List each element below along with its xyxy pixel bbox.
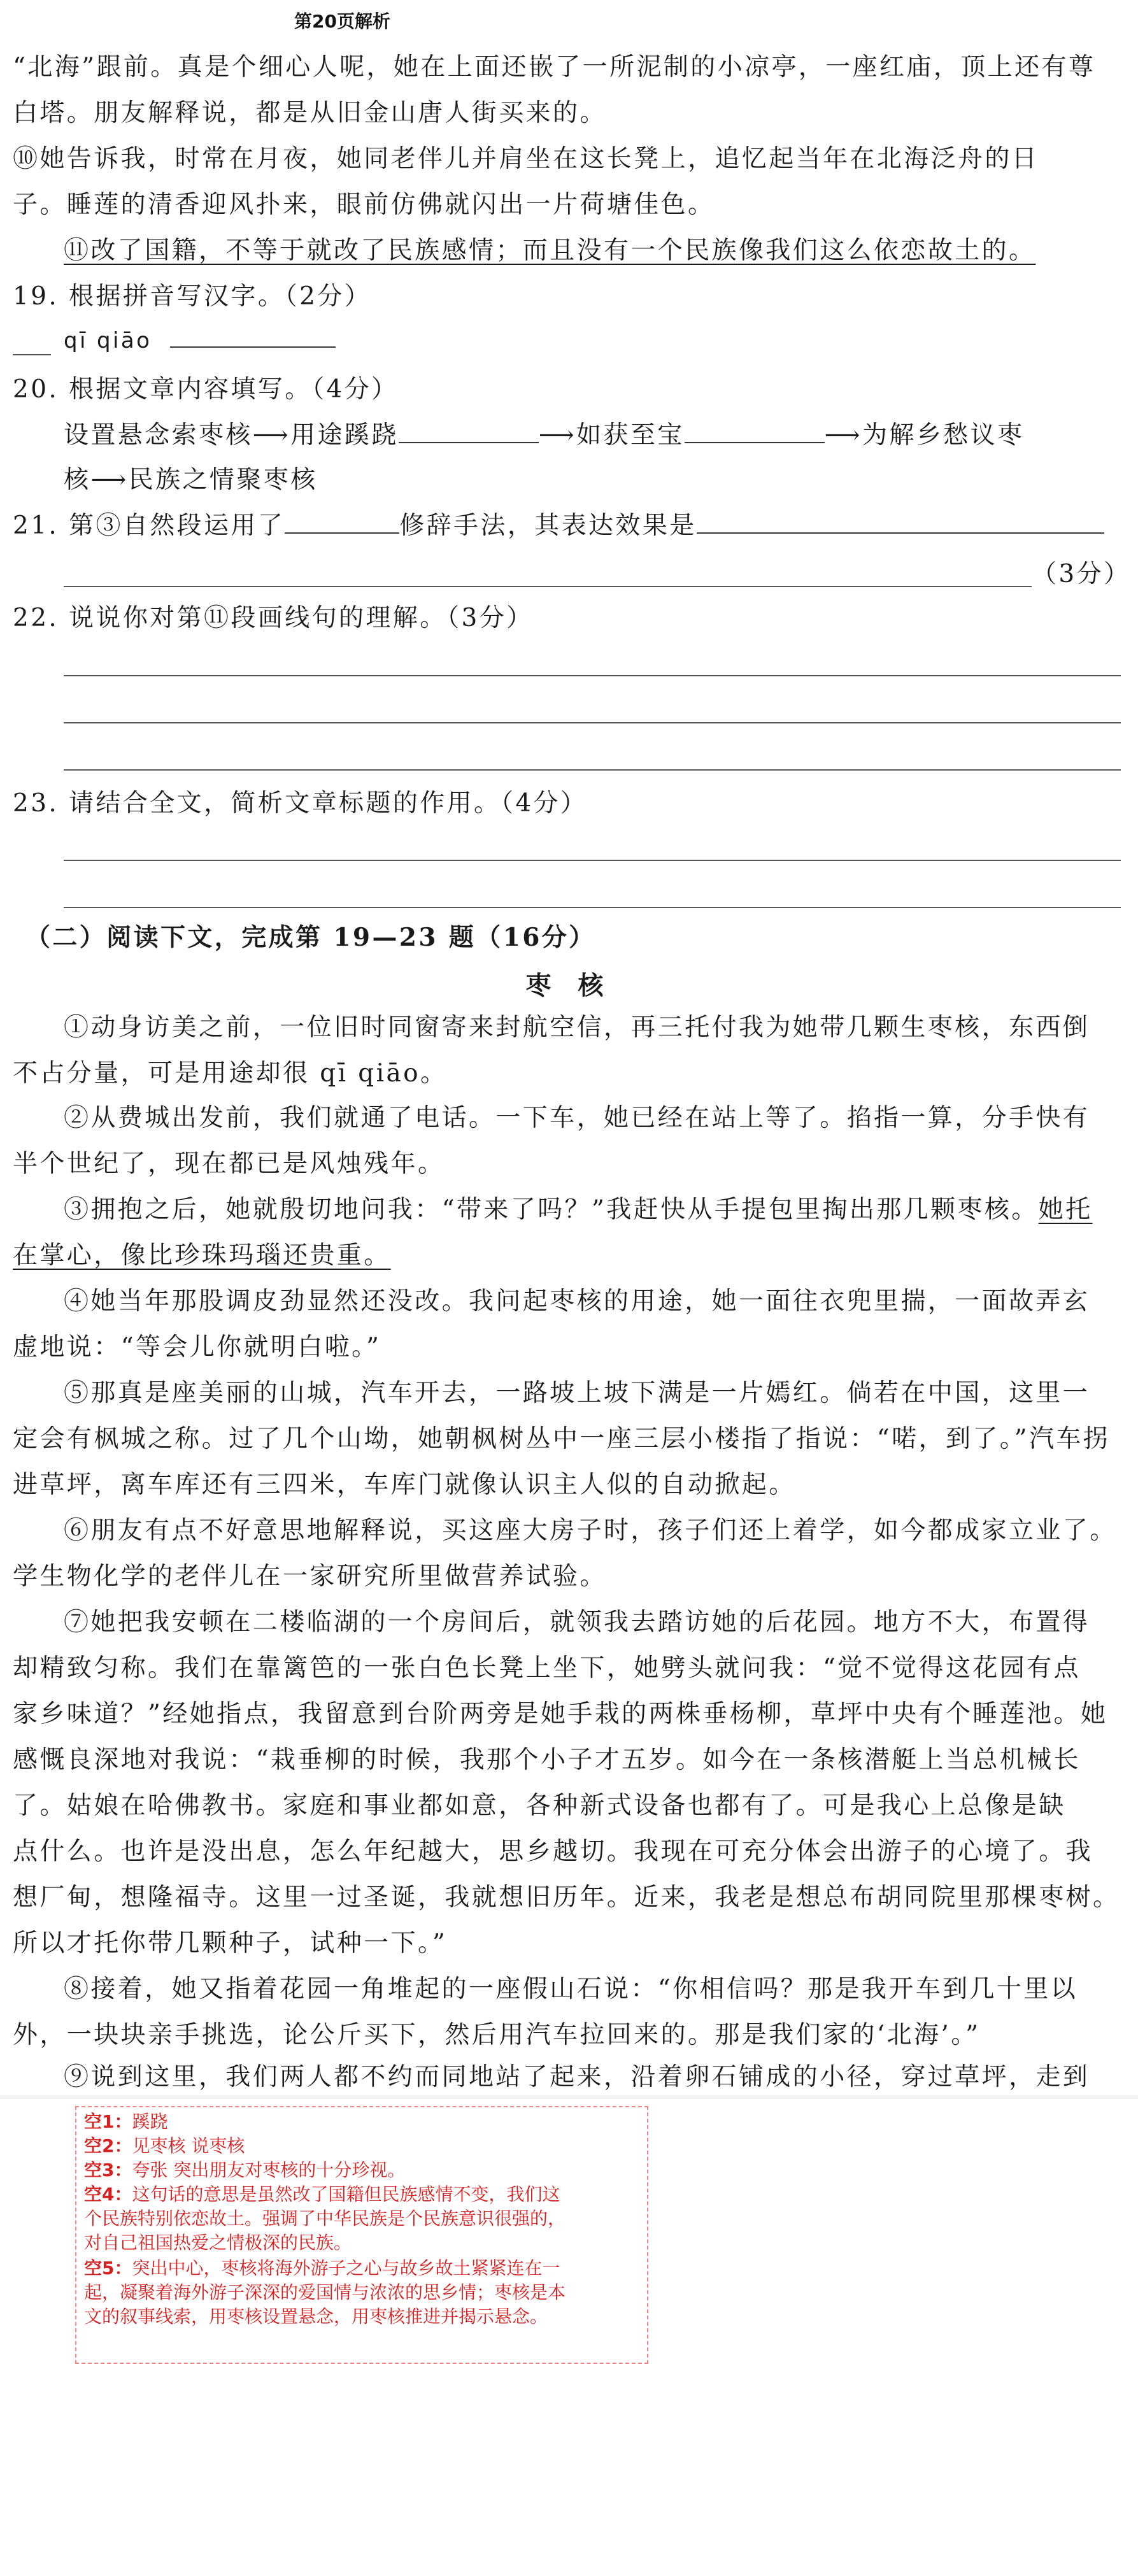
section-header: （二）阅读下文，完成第 19—23 题（16分）	[25, 923, 596, 952]
article-line: ⑨说到这里，我们两人都不约而同地站了起来，沿着卵石铺成的小径，穿过草坪，走到	[64, 2063, 1090, 2091]
question-23: 23. 请结合全文，简析文章标题的作用。（4分）	[13, 789, 588, 818]
arrow-icon: ⟶	[538, 421, 577, 450]
passage-line: “北海”跟前。真是个细心人呢，她在上面还嵌了一所泥制的小凉亭，一座红庙，顶上还有尊	[13, 53, 1096, 82]
arrow-icon: ⟶	[824, 421, 862, 450]
passage-line: ⑩她告诉我，时常在月夜，她同老伴儿并肩坐在这长凳上，追忆起当年在北海泛舟的日	[13, 145, 1039, 173]
q20-item-2: 如获至宝	[576, 421, 685, 450]
answer-label: 空3：	[84, 2160, 132, 2181]
q19-pinyin: qī qiāo	[64, 328, 152, 353]
article-line: ⑦她把我安顿在二楼临湖的一个房间后，就领我去踏访她的后花园。地方不大，布置得	[64, 1608, 1090, 1637]
p3-underlined: 在掌心，像比珍珠玛瑙还贵重。	[13, 1241, 391, 1270]
article-line: 感慨良深地对我说：“栽垂柳的时候，我那个小子才五岁。如今在一条核潜艇上当总机械长	[13, 1746, 1081, 1774]
answer-4-cont: 个民族特别依恋故土。强调了中华民族是个民族意识很强的，	[84, 2208, 566, 2229]
q20-blank-1[interactable]	[399, 419, 539, 443]
question-22: 22. 说说你对第⑪段画线句的理解。（3分）	[13, 604, 534, 632]
article-line: 半个世纪了，现在都已是风烛残年。	[13, 1149, 445, 1178]
article-line: 家乡味道？”经她指点，我留意到台阶两旁是她手栽的两株垂杨柳，草坪中央有个睡莲池。她	[13, 1700, 1108, 1728]
passage-line: 白塔。朋友解释说，都是从旧金山唐人街买来的。	[13, 99, 607, 127]
answer-5-cont: 文的叙事线索，用枣核设置悬念，用枣核推进并揭示悬念。	[84, 2306, 548, 2327]
p3-text: ③拥抱之后，她就殷切地问我：“带来了吗？”我赶快从手提包里掏出那几颗枣核。	[64, 1195, 1039, 1224]
answer-line[interactable]	[64, 769, 1121, 771]
article-line	[13, 1239, 1127, 1272]
question-20: 20. 根据文章内容填写。（4分）	[13, 375, 399, 404]
article-line: 了。姑娘在哈佛教书。家庭和事业都如意，各种新式设备也都有了。可是我心上总像是缺	[13, 1791, 1066, 1820]
article-line: 点什么。也许是没出息，怎么年纪越大，思乡越切。我现在可充分体会出游子的心境了。我	[13, 1837, 1093, 1866]
scan-edge	[0, 2095, 1138, 2099]
article-line: ①动身访美之前，一位旧时同窗寄来封航空信，再三托付我为她带几颗生枣核，东西倒	[64, 1013, 1090, 1042]
q19-pinyin-row	[64, 324, 1138, 357]
article-line: ④她当年那股调皮劲显然还没改。我问起枣核的用途，她一面往衣兜里揣，一面故弄玄	[64, 1287, 1090, 1316]
answer-line[interactable]	[64, 860, 1121, 861]
answer-5	[84, 2257, 560, 2280]
article-line	[64, 1193, 1121, 1227]
answer-3	[84, 2159, 405, 2182]
answer-1	[84, 2110, 168, 2133]
article-line: 不占分量，可是用途却很 qī qiāo。	[13, 1059, 448, 1088]
page-title: 第20页解析	[294, 11, 390, 32]
article-line: ⑥朋友有点不好意思地解释说，买这座大房子时，孩子们还上着学，如今都成家立业了。	[64, 1516, 1117, 1545]
answer-line[interactable]	[64, 675, 1121, 676]
article-line: 想厂甸，想隆福寺。这里一过圣诞，我就想旧历年。近来，我老是想总布胡同院里那棵枣树。	[13, 1883, 1120, 1912]
q20-item-3: 为解乡愁议枣	[862, 421, 1025, 450]
article-line: 学生物化学的老伴儿在一家研究所里做营养试验。	[13, 1562, 607, 1591]
article-line: 所以才托你带几颗种子，试种一下。”	[13, 1929, 448, 1958]
answer-text: 突出中心，枣核将海外游子之心与故乡故土紧紧连在一	[132, 2258, 560, 2279]
q20-blank-2[interactable]	[685, 419, 825, 443]
answer-text: 见枣核 说枣核	[132, 2135, 245, 2156]
question-21	[13, 509, 1127, 543]
answer-line[interactable]	[64, 907, 1121, 908]
article-line: ⑧接着，她又指着花园一角堆起的一座假山石说：“你相信吗？那是我开车到几十里以	[64, 1975, 1078, 2003]
article-line: 外，一块块亲手挑选，论公斤买下，然后用汽车拉回来的。那是我们家的‘北海’。”	[13, 2021, 981, 2049]
q21-text-b: 修辞手法，其表达效果是	[399, 511, 697, 540]
article-line: ②从费城出发前，我们就通了电话。一下车，她已经在站上等了。掐指一算，分手快有	[64, 1104, 1090, 1132]
answer-line[interactable]	[64, 722, 1121, 723]
passage-line: 子。睡莲的清香迎风扑来，眼前仿佛就闪出一片荷塘佳色。	[13, 190, 715, 219]
answer-text: 蹊跷	[132, 2111, 168, 2132]
article-line: ⑤那真是座美丽的山城，汽车开去，一路坡上坡下满是一片嫣红。倘若在中国，这里一	[64, 1379, 1090, 1407]
margin-stroke	[13, 354, 51, 355]
answer-line[interactable]	[64, 586, 1032, 587]
article-line: 却精致匀称。我们在靠篱笆的一张白色长凳上坐下，她劈头就问我：“觉不觉得这花园有点	[13, 1654, 1081, 1683]
answer-4-cont: 对自己祖国热爱之情极深的民族。	[84, 2232, 352, 2253]
q19-answer-blank[interactable]	[170, 324, 336, 348]
answer-label: 空4：	[84, 2184, 132, 2205]
answer-label: 空2：	[84, 2135, 132, 2156]
p3-underlined: 她托	[1038, 1195, 1093, 1224]
q20-chain-line2: 核⟶民族之情聚枣核	[64, 466, 318, 494]
article-line: 虚地说：“等会儿你就明白啦。”	[13, 1333, 381, 1362]
answer-text: 这句话的意思是虽然改了国籍但民族感情不变，我们这	[132, 2184, 560, 2205]
underlined-sentence: ⑪改了国籍，不等于就改了民族感情；而且没有一个民族像我们这么依恋故土的。	[64, 236, 1036, 265]
answer-label: 空5：	[84, 2258, 132, 2279]
q21-blank-effect[interactable]	[697, 509, 1104, 534]
answer-label: 空1：	[84, 2111, 132, 2132]
answer-text: 夸张 突出朋友对枣核的十分珍视。	[132, 2160, 406, 2181]
paragraph-11	[64, 234, 1121, 267]
article-title: 枣 核	[525, 971, 613, 1000]
question-19: 19. 根据拼音写汉字。（2分）	[13, 282, 372, 311]
q21-blank-rhetoric[interactable]	[285, 509, 399, 534]
answer-5-cont: 起，凝聚着海外游子深深的爱国情与浓浓的思乡情；枣核是本	[84, 2282, 566, 2303]
answer-4	[84, 2183, 560, 2206]
article-line: 进草坪，离车库还有三四米，车库门就像认识主人似的自动掀起。	[13, 1470, 796, 1499]
q21-points: （3分）	[1032, 560, 1131, 588]
q20-item-1: 设置悬念索枣核⟶用途蹊跷	[64, 421, 399, 450]
article-line: 定会有枫城之称。过了几个山坳，她朝枫树丛中一座三层小楼指了指说：“喏，到了。”汽车拐	[13, 1425, 1111, 1453]
q21-text-a: 21. 第③自然段运用了	[13, 511, 285, 540]
q20-chain-line1	[64, 419, 1121, 452]
answer-2	[84, 2135, 245, 2158]
